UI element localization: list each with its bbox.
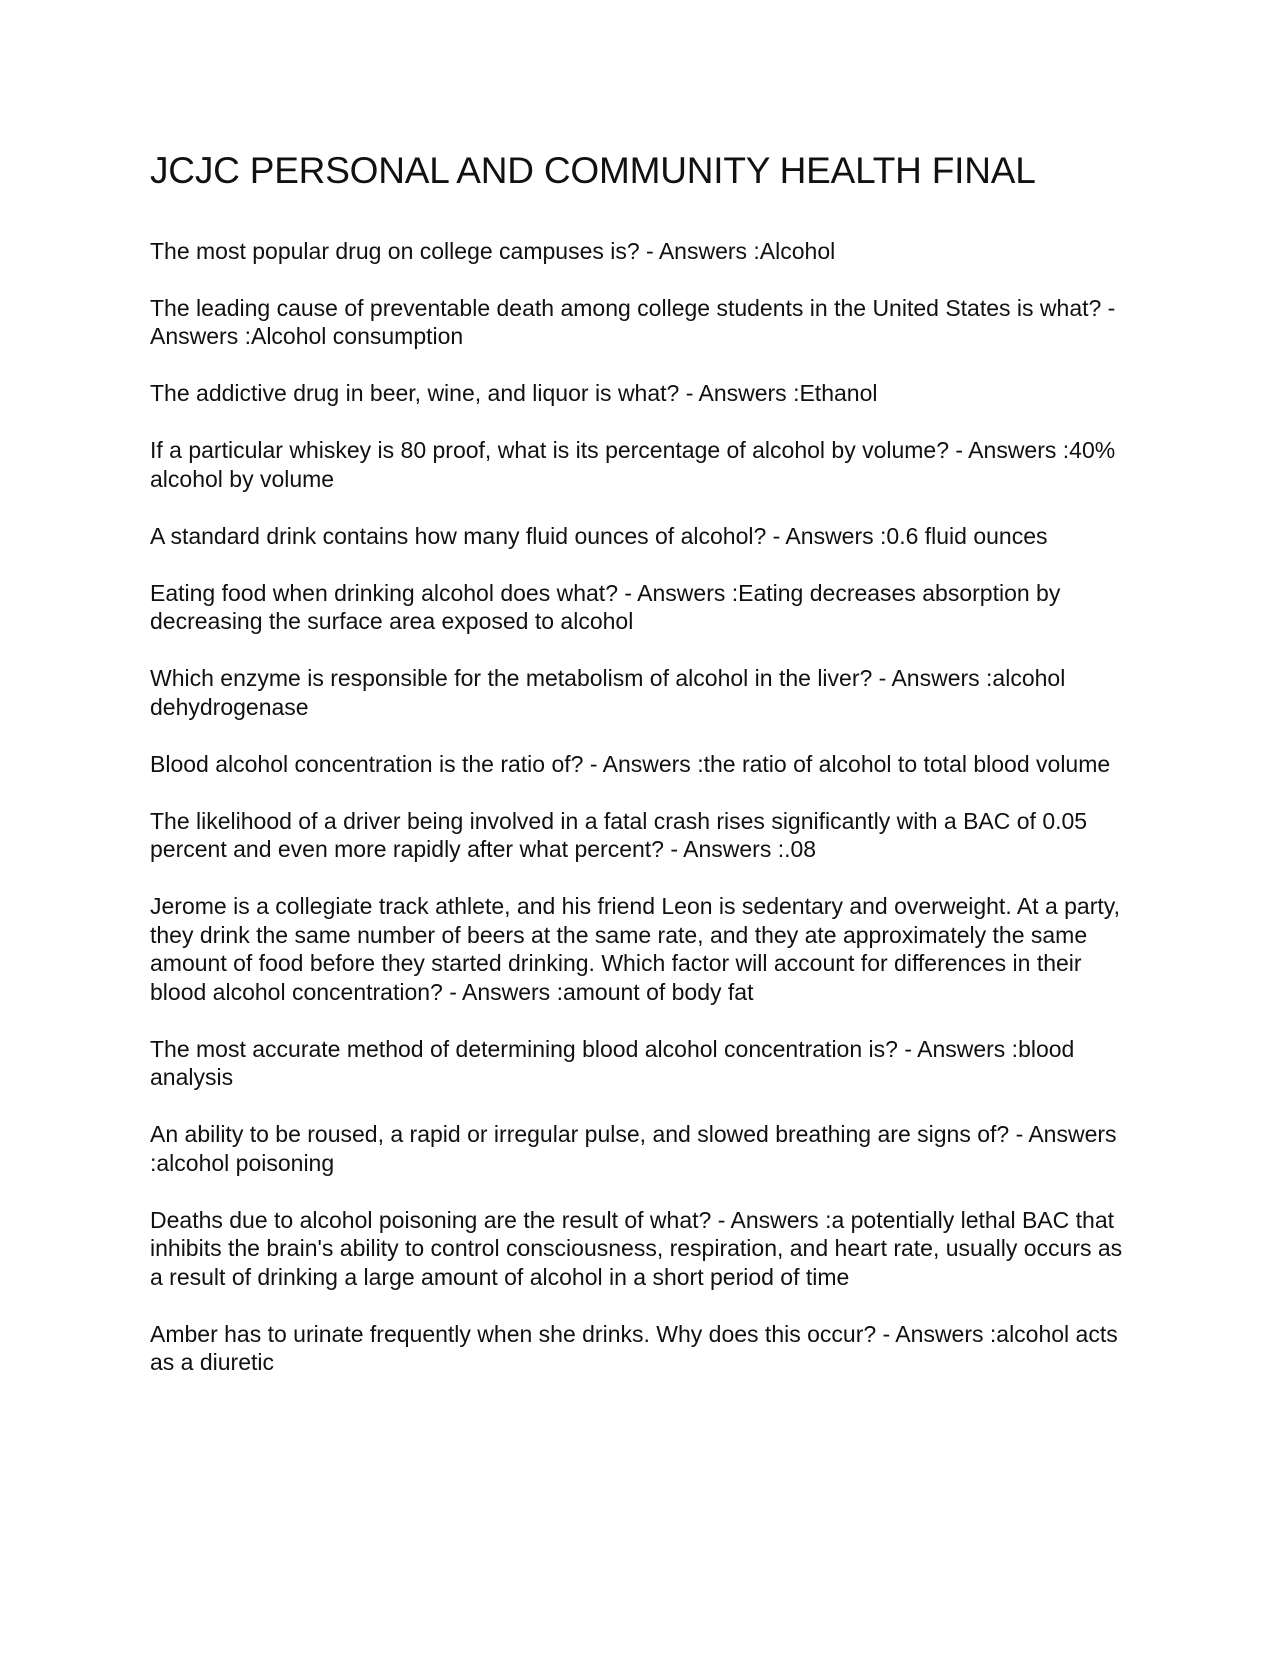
document-page: [150, 150, 1135, 1405]
qa-item: The likelihood of a driver being involved in a fatal crash rises significantly with a BAC of 0.05 percent and even more rapidly after what percent? - Answers :.08: [150, 807, 1088, 863]
page-title: JCJC PERSONAL AND COMMUNITY HEALTH FINAL: [150, 150, 1036, 191]
qa-item: Blood alcohol concentration is the ratio of? - Answers :the ratio of alcohol to total blood volume: [150, 750, 1111, 777]
qa-item: The most accurate method of determining blood alcohol concentration is? - Answers :blood analysis: [150, 1035, 1075, 1091]
qa-item: The most popular drug on college campuses is? - Answers :Alcohol: [150, 237, 836, 264]
qa-item: The addictive drug in beer, wine, and liquor is what? - Answers :Ethanol: [150, 380, 878, 407]
qa-item: Jerome is a collegiate track athlete, and his friend Leon is sedentary and overweight. At a party, they drink the same number of beers at the same rate, and they ate approximately the same amount of food before they started drinking. Which factor will account for differences in their blood alcohol concentration? - Answers :amount of body fat: [150, 893, 1120, 1005]
qa-item: Eating food when drinking alcohol does what? - Answers :Eating decreases absorption by decreasing the surface area exposed to alcohol: [150, 579, 1061, 635]
qa-item: An ability to be roused, a rapid or irregular pulse, and slowed breathing are signs of? - Answers :alcohol poisoning: [150, 1121, 1117, 1176]
qa-item: Deaths due to alcohol poisoning are the result of what? - Answers :a potentially lethal BAC that inhibits the brain's ability to control consciousness, respiration, and heart rate, usually occurs as a result of drinking a large amount of alcohol in a short period of time: [150, 1206, 1123, 1290]
qa-item: A standard drink contains how many fluid ounces of alcohol? - Answers :0.6 fluid ounces: [150, 522, 1048, 549]
qa-list: [150, 237, 1135, 1377]
qa-item: Which enzyme is responsible for the metabolism of alcohol in the liver? - Answers :alcohol dehydrogenase: [150, 665, 1066, 720]
qa-item: If a particular whiskey is 80 proof, what is its percentage of alcohol by volume? - Answers :40% alcohol by volume: [150, 437, 1116, 492]
qa-item: The leading cause of preventable death among college students in the United States is what? - Answers :Alcohol consumption: [150, 294, 1116, 350]
qa-item: Amber has to urinate frequently when she drinks. Why does this occur? - Answers :alcohol acts as a diuretic: [150, 1320, 1118, 1376]
